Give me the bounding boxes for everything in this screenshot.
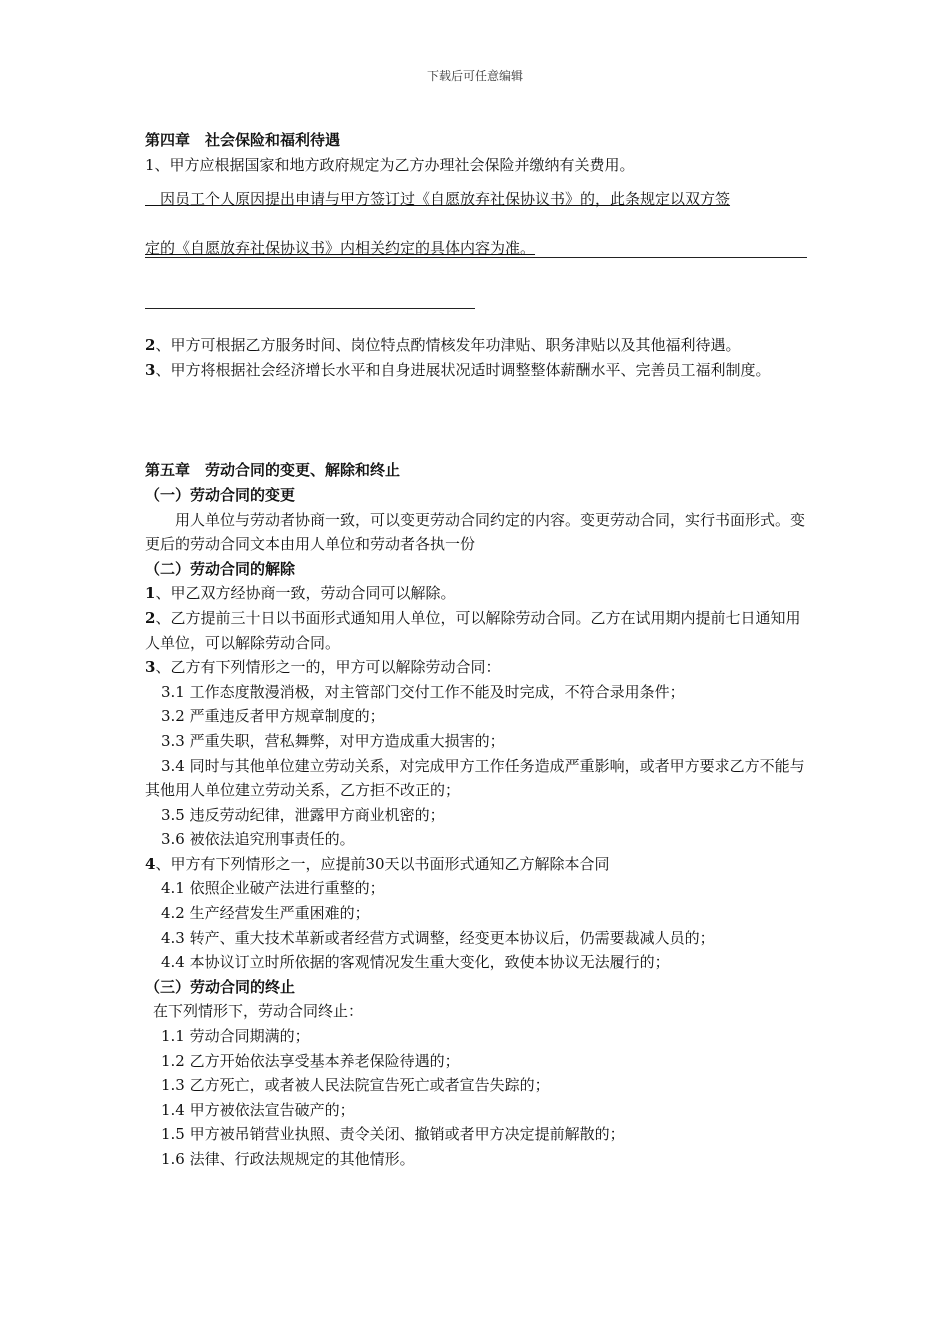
terminate-1-2: 1.2 乙方开始依法享受基本养老保险待遇的； bbox=[161, 1051, 460, 1070]
rescind-3-4: 3.4 同时与其他单位建立劳动关系，对完成甲方工作任务造成严重影响，或者甲方要求乙方不能与其他用人单位建立劳动关系，乙方拒不改正的； bbox=[145, 756, 805, 800]
underlined-note bbox=[145, 187, 807, 309]
rescind-item-4: 4、甲方有下列情形之一，应提前30天以书面形式通知乙方解除本合同 bbox=[145, 854, 610, 873]
rescind-3-5: 3.5 违反劳动纪律，泄露甲方商业机密的； bbox=[161, 805, 445, 824]
rescind-4-1: 4.1 依照企业破产法进行重整的； bbox=[161, 879, 385, 898]
underlined-note-line-2: 定的《自愿放弃社保协议书》内相关约定的具体内容为准。 bbox=[145, 239, 536, 258]
section-3-title: （三）劳动合同的终止 bbox=[145, 977, 296, 996]
terminate-1-3: 1.3 乙方死亡，或者被人民法院宣告死亡或者宣告失踪的； bbox=[161, 1076, 550, 1095]
rescind-3-1: 3.1 工作态度散漫消极，对主管部门交付工作不能及时完成，不符合录用条件； bbox=[161, 682, 685, 701]
underlined-note-line-1: 因员工个人原因提出申请与甲方签订过《自愿放弃社保协议书》的，此条规定以双方签 bbox=[145, 190, 731, 209]
chapter4-title: 第四章 社会保险和福利待遇 bbox=[145, 131, 341, 149]
rescind-4-2: 4.2 生产经营发生严重困难的； bbox=[161, 904, 370, 923]
rescind-4-3: 4.3 转产、重大技术革新或者经营方式调整，经变更本协议后，仍需要裁减人员的； bbox=[161, 928, 715, 947]
chapter5-title: 第五章 劳动合同的变更、解除和终止 bbox=[145, 461, 401, 480]
rescind-item-2: 2、乙方提前三十日以书面形式通知用人单位，可以解除劳动合同。乙方在试用期内提前七日通知用人单位，可以解除劳动合同。 bbox=[145, 608, 801, 652]
page-header: 下载后可任意编辑 bbox=[426, 69, 523, 83]
rescind-3-6: 3.6 被依法追究刑事责任的。 bbox=[161, 830, 355, 849]
document-body bbox=[145, 128, 807, 1172]
chapter4-item-1: 1、甲方应根据国家和地方政府规定为乙方办理社会保险并缴纳有关费用。 bbox=[145, 155, 635, 174]
terminate-1-5: 1.5 甲方被吊销营业执照、责令关闭、撤销或者甲方决定提前解散的； bbox=[161, 1125, 625, 1144]
section-1-title: （一）劳动合同的变更 bbox=[145, 485, 296, 504]
rescind-3-2: 3.2 严重违反者甲方规章制度的； bbox=[161, 707, 385, 726]
rescind-3-3: 3.3 严重失职，营私舞弊，对甲方造成重大损害的； bbox=[161, 731, 505, 750]
section-2-title: （二）劳动合同的解除 bbox=[145, 559, 296, 578]
chapter4-item-3: 3、甲方将根据社会经济增长水平和自身进展状况适时调整整体薪酬水平、完善员工福利制度。 bbox=[145, 360, 771, 379]
section-3-intro: 在下列情形下，劳动合同终止： bbox=[153, 1002, 364, 1021]
terminate-1-4: 1.4 甲方被依法宣告破产的； bbox=[161, 1100, 355, 1119]
terminate-1-1: 1.1 劳动合同期满的； bbox=[161, 1027, 310, 1046]
rescind-item-1: 1、甲乙双方经协商一致，劳动合同可以解除。 bbox=[145, 584, 456, 603]
rescind-item-3: 3、乙方有下列情形之一的，甲方可以解除劳动合同： bbox=[145, 658, 501, 677]
terminate-1-6: 1.6 法律、行政法规规定的其他情形。 bbox=[161, 1150, 415, 1168]
chapter4-item-2: 2、甲方可根据乙方服务时间、岗位特点酌情核发年功津贴、职务津贴以及其他福利待遇。 bbox=[145, 336, 741, 355]
section-1-text: 用人单位与劳动者协商一致，可以变更劳动合同约定的内容。变更劳动合同，实行书面形式。变更后的劳动合同文本由用人单位和劳动者各执一份 bbox=[145, 510, 806, 554]
rescind-4-4: 4.4 本协议订立时所依据的客观情况发生重大变化，致使本协议无法履行的； bbox=[161, 953, 670, 972]
